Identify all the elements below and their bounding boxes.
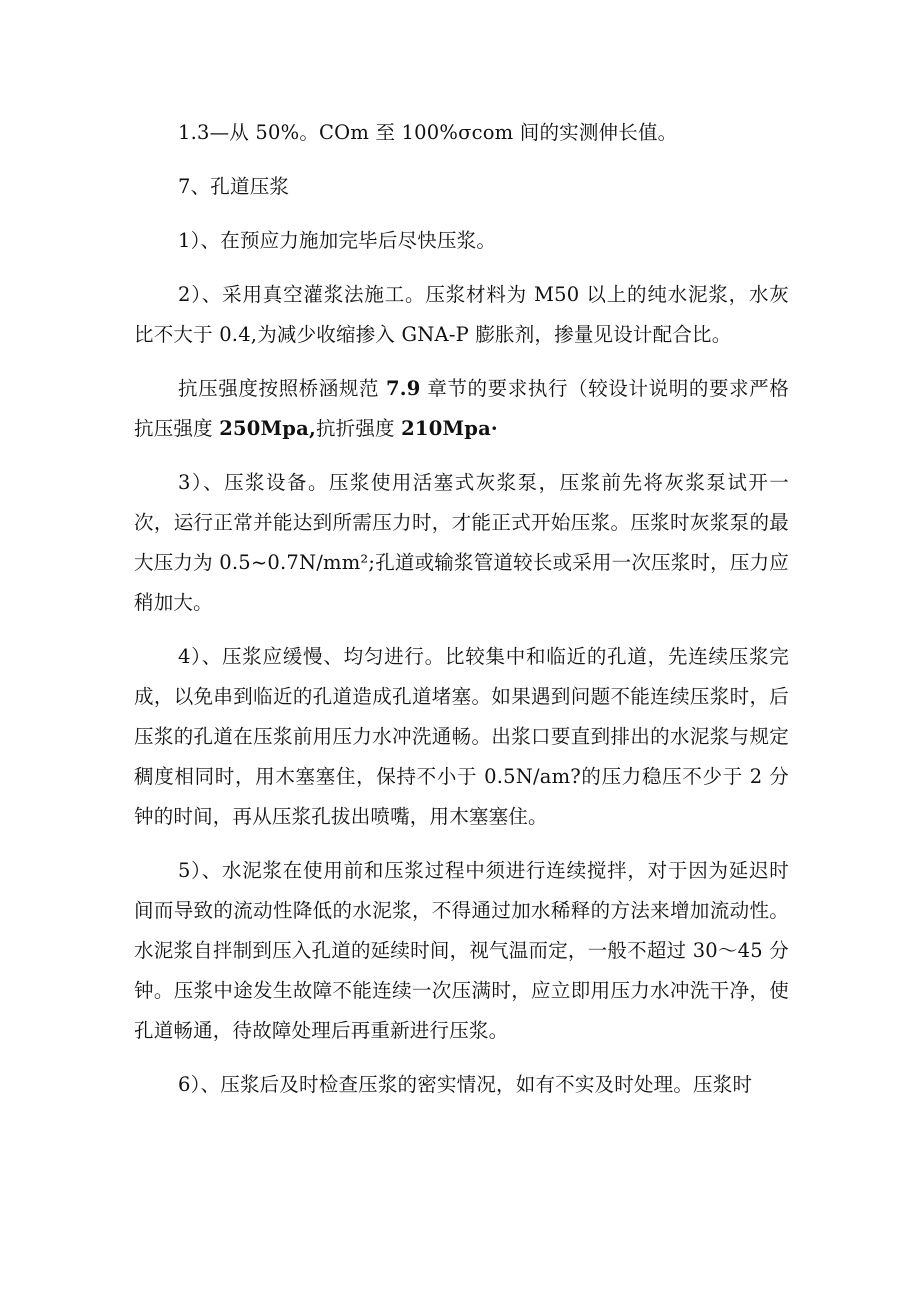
paragraph-step-2: 2）、采用真空灌浆法施工。压浆材料为 M50 以上的纯水泥浆，水灰比不大于 0.4,为减少收缩掺入 GNA-P 膨胀剂，掺量见设计配合比。 xyxy=(134,283,789,346)
paragraph-step-4: 4）、压浆应缓慢、均匀进行。比较集中和临近的孔道，先连续压浆完成，以免串到临近的孔道造成孔道堵塞。如果遇到问题不能连续压浆时，后压浆的孔道在压浆前用压力水冲洗通畅。出浆口要直到排出的水泥浆与规定稠度相同时，用木塞塞住，保持不小于 0.5N/am?的压力稳压不少于 2 分钟的时间，再从压浆孔拔出喷嘴，用木塞塞住。 xyxy=(134,645,789,828)
compressive-strength-value: 250Mpa, xyxy=(219,417,316,440)
paragraph-step-3: 3）、压浆设备。压浆使用活塞式灰浆泵，压浆前先将灰浆泵试开一次，运行正常并能达到所需压力时，才能正式开始压浆。压浆时灰浆泵的最大压力为 0.5~0.7N∕mm²;孔道或输浆管道较长或采用一次压浆时，压力应稍加大。 xyxy=(134,471,789,614)
strength-text-2: 章节的要求执行（较设计说明的要求严格抗压强度 xyxy=(134,377,790,440)
paragraph-step-5: 5）、水泥浆在使用前和压浆过程中须进行连续搅拌，对于因为延迟时间而导致的流动性降低的水泥浆，不得通过加水稀释的方法来增加流动性。水泥浆自拌制到压入孔道的延续时间，视气温而定，一般不超过 30～45 分钟。压浆中途发生故障不能连续一次压满时，应立即用压力水冲洗干净，使孔道畅通，待故障处理后再重新进行压浆。 xyxy=(134,859,789,1042)
document-body xyxy=(134,113,789,1119)
paragraph-strength-spec xyxy=(134,369,789,449)
paragraph-step-1: 1）、在预应力施加完毕后尽快压浆。 xyxy=(178,229,497,252)
strength-text-1: 抗压强度按照桥涵规范 xyxy=(178,377,386,400)
code-section-number: 7.9 xyxy=(385,377,421,400)
strength-text-3: 抗折强度 xyxy=(315,417,402,440)
section-heading-duct-grouting: 7、孔道压浆 xyxy=(178,175,290,198)
paragraph-elongation: 1.3—从 50%。COm 至 100%σcom 间的实测伸长值。 xyxy=(178,121,678,144)
paragraph-step-6: 6）、压浆后及时检查压浆的密实情况，如有不实及时处理。压浆时 xyxy=(178,1073,753,1096)
flexural-strength-value: 210Mpa· xyxy=(401,417,498,440)
